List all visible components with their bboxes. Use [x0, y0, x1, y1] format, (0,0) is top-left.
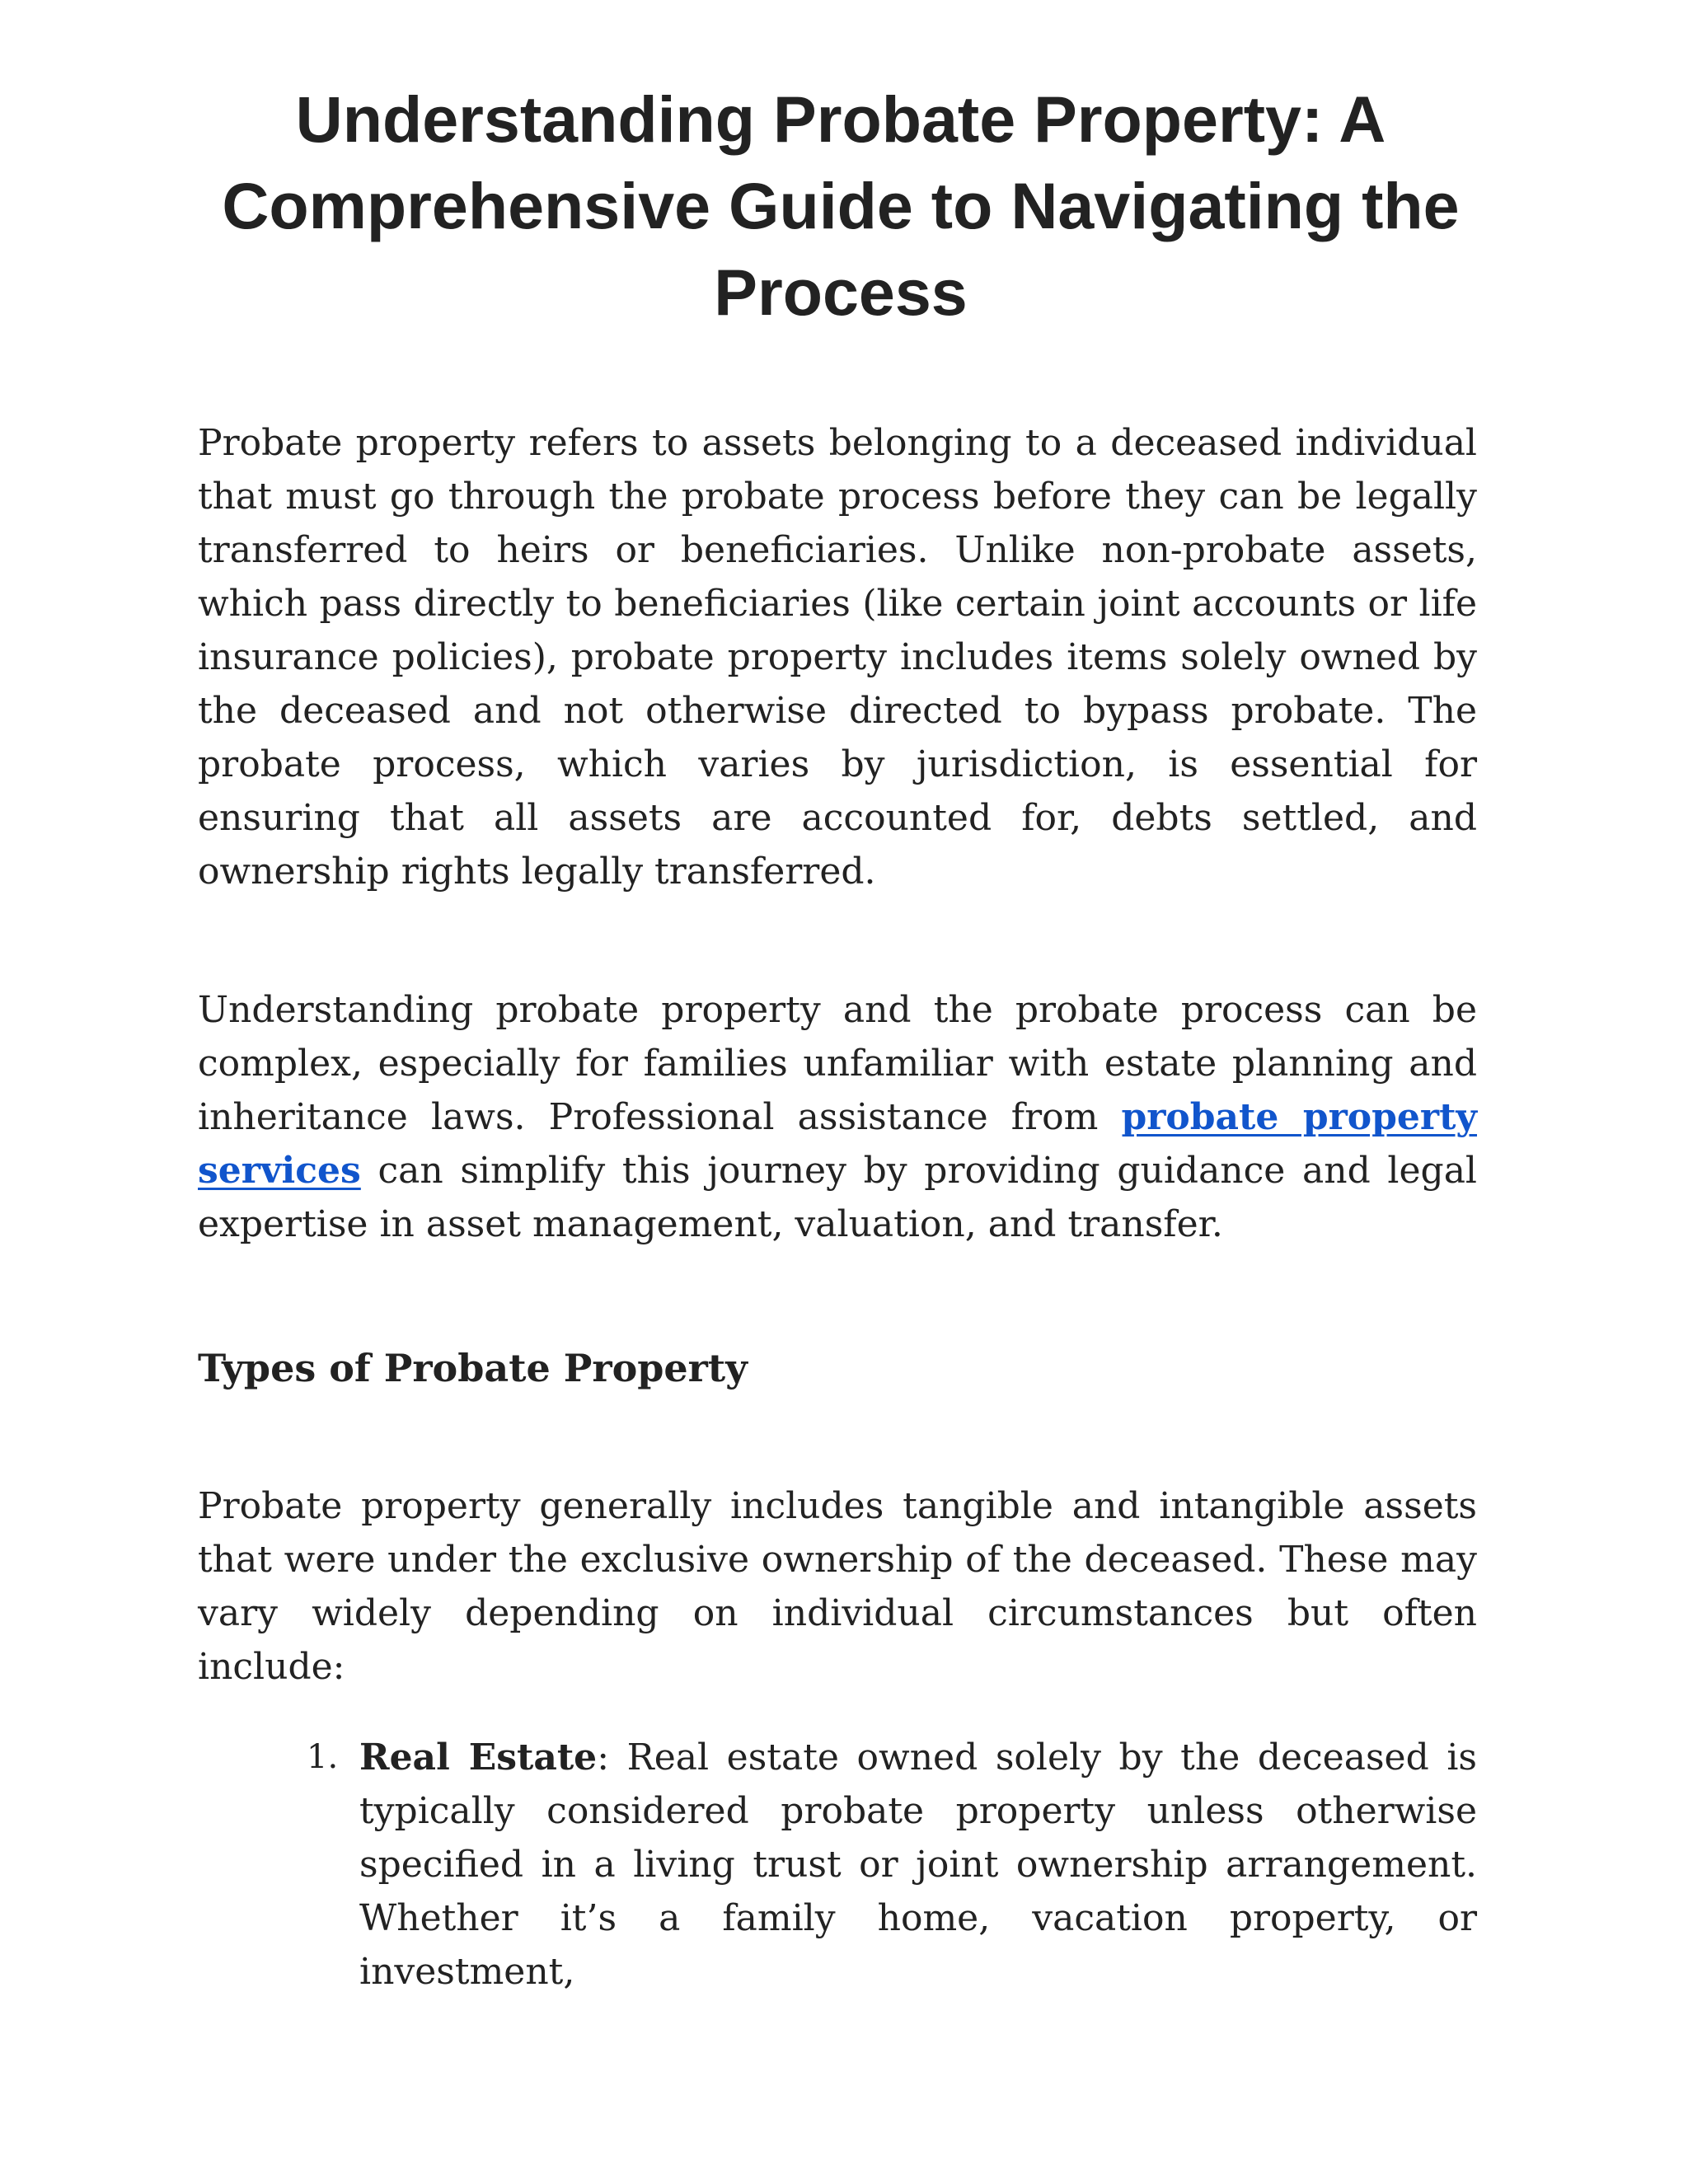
- document-title: Understanding Probate Property: A Comprehensive Guide to Navigating the Process: [222, 82, 1460, 329]
- intro-paragraph: Probate property refers to assets belonging to a deceased individual that must go through the probate process before they can be legally transferred to heirs or beneficiaries. Unlike non-probate assets, which pass directly to beneficiaries (like certain joint accounts or life insurance policies), probate property includes items solely owned by the deceased and not otherwise directed to bypass probate. The probate process, which varies by jurisdiction, is essential for ensuring that all assets are accounted for, debts settled, and ownership rights legally transferred.: [198, 422, 1477, 893]
- probate-property-services-link[interactable]: probate property services: [198, 1096, 1477, 1192]
- services-paragraph-text-start: Understanding probate property and the probate process can be complex, especially for families unfamiliar with estate planning and inheritance laws. Professional assistance from: [198, 989, 1477, 1138]
- list-item-term: Real Estate: [359, 1736, 598, 1779]
- list-item-number: 1.: [307, 1738, 339, 1776]
- probate-types-list: [198, 1731, 1477, 1999]
- list-item-text: [359, 1731, 1477, 1999]
- services-paragraph-text-end: can simplify this journey by providing guidance and legal expertise in asset management, valuation, and transfer.: [198, 1150, 1477, 1245]
- types-intro-paragraph: Probate property generally includes tangible and intangible assets that were under the exclusive ownership of the deceased. These may vary widely depending on individual circumstances but often include:: [198, 1485, 1477, 1688]
- list-item: [198, 1731, 1477, 1999]
- section-heading-types: Types of Probate Property: [198, 1346, 748, 1390]
- list-item-description: : Real estate owned solely by the deceased is typically considered probate property unless otherwise specified in a living trust or joint ownership arrangement. Whether it’s a family home, vacation property, or investment,: [359, 1736, 1477, 1993]
- services-paragraph: [198, 983, 1477, 1251]
